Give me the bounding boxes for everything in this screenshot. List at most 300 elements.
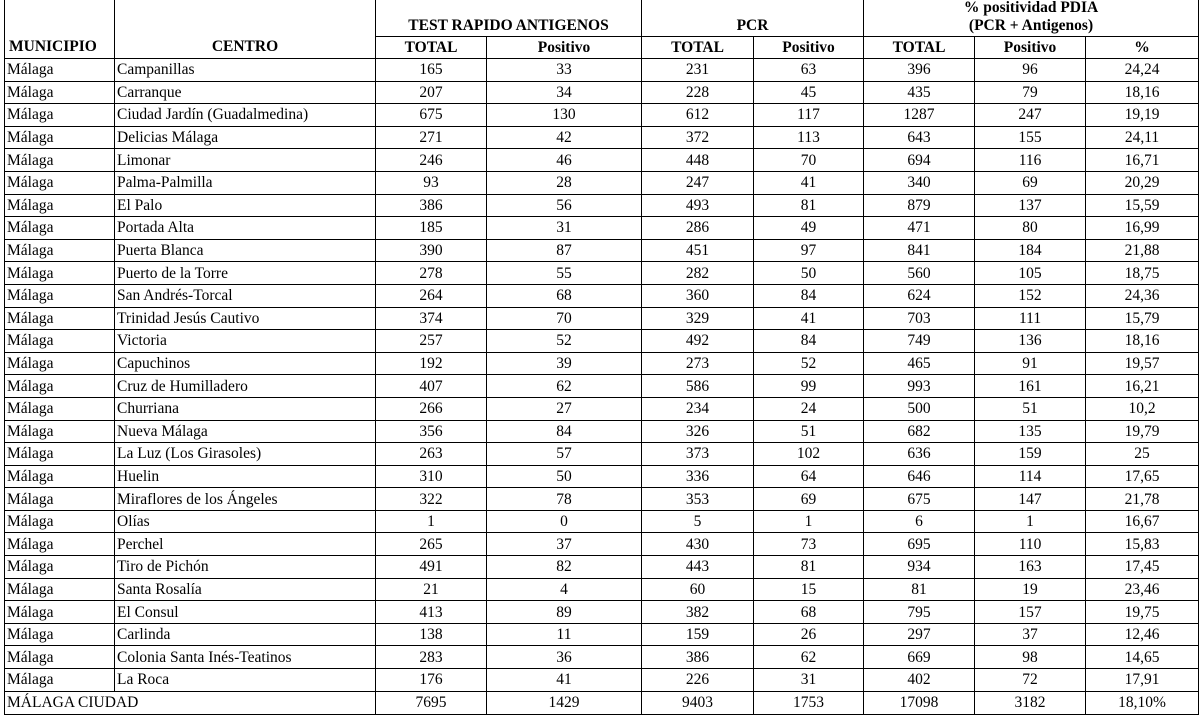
cell-pct: 19,57 — [1086, 352, 1199, 375]
cell-pcr-pos: 24 — [754, 397, 864, 420]
table-row — [5, 488, 1199, 511]
cell-sum-total: 934 — [864, 556, 975, 579]
cell-ag-total: 491 — [376, 556, 487, 579]
cell-pcr-total: 234 — [642, 397, 754, 420]
cell-sum-total: 81 — [864, 578, 975, 601]
cell-centro: Carlinda — [115, 623, 376, 646]
cell-municipio: Málaga — [5, 217, 115, 240]
cell-pcr-pos: 81 — [754, 194, 864, 217]
cell-ag-total: 310 — [376, 465, 487, 488]
cell-ag-pos: 84 — [487, 420, 642, 443]
cell-municipio: Málaga — [5, 262, 115, 285]
table-row — [5, 126, 1199, 149]
cell-sum-total: 396 — [864, 59, 975, 82]
cell-sum-pos: 114 — [975, 465, 1086, 488]
cell-sum-pos: 163 — [975, 556, 1086, 579]
header-ag-total: TOTAL — [376, 37, 487, 59]
cell-sum-pos: 19 — [975, 578, 1086, 601]
header-pcr-total: TOTAL — [642, 37, 754, 59]
cell-ag-pos: 78 — [487, 488, 642, 511]
cell-ag-pos: 28 — [487, 171, 642, 194]
table-row — [5, 307, 1199, 330]
cell-pct: 16,67 — [1086, 510, 1199, 533]
cell-pct: 24,11 — [1086, 126, 1199, 149]
cell-pct: 19,19 — [1086, 104, 1199, 127]
table-row — [5, 465, 1199, 488]
cell-pcr-total: 282 — [642, 262, 754, 285]
cell-pcr-pos: 62 — [754, 646, 864, 669]
cell-sum-pos: 51 — [975, 397, 1086, 420]
cell-pct: 15,79 — [1086, 307, 1199, 330]
total-pcr-pos: 1753 — [754, 691, 864, 714]
table-row — [5, 420, 1199, 443]
cell-pcr-pos: 26 — [754, 623, 864, 646]
cell-pcr-total: 382 — [642, 601, 754, 624]
cell-pct: 16,99 — [1086, 217, 1199, 240]
cell-ag-pos: 55 — [487, 262, 642, 285]
cell-pcr-total: 336 — [642, 465, 754, 488]
cell-centro: Miraflores de los Ángeles — [115, 488, 376, 511]
cell-municipio: Málaga — [5, 307, 115, 330]
cell-sum-total: 6 — [864, 510, 975, 533]
cell-ag-total: 93 — [376, 171, 487, 194]
cell-sum-pos: 137 — [975, 194, 1086, 217]
cell-ag-pos: 37 — [487, 533, 642, 556]
cell-pcr-total: 386 — [642, 646, 754, 669]
table-row — [5, 217, 1199, 240]
cell-municipio: Málaga — [5, 194, 115, 217]
cell-pcr-total: 373 — [642, 443, 754, 466]
cell-ag-pos: 87 — [487, 239, 642, 262]
total-sum-total: 17098 — [864, 691, 975, 714]
cell-municipio: Málaga — [5, 465, 115, 488]
cell-ag-total: 322 — [376, 488, 487, 511]
cell-centro: Tiro de Pichón — [115, 556, 376, 579]
header-row-top — [5, 0, 1199, 37]
cell-pcr-total: 493 — [642, 194, 754, 217]
cell-pcr-pos: 63 — [754, 59, 864, 82]
cell-ag-total: 192 — [376, 352, 487, 375]
cell-municipio: Málaga — [5, 646, 115, 669]
cell-sum-pos: 91 — [975, 352, 1086, 375]
cell-municipio: Málaga — [5, 623, 115, 646]
cell-sum-total: 435 — [864, 81, 975, 104]
cell-sum-pos: 116 — [975, 149, 1086, 172]
cell-centro: Carranque — [115, 81, 376, 104]
cell-municipio: Málaga — [5, 330, 115, 353]
cell-sum-pos: 136 — [975, 330, 1086, 353]
cell-pcr-total: 228 — [642, 81, 754, 104]
cell-ag-pos: 27 — [487, 397, 642, 420]
cell-pct: 15,59 — [1086, 194, 1199, 217]
total-sum-pos: 3182 — [975, 691, 1086, 714]
cell-pct: 21,88 — [1086, 239, 1199, 262]
cell-sum-pos: 184 — [975, 239, 1086, 262]
cell-ag-total: 1 — [376, 510, 487, 533]
cell-ag-pos: 57 — [487, 443, 642, 466]
cell-sum-total: 694 — [864, 149, 975, 172]
cell-centro: Delicias Málaga — [115, 126, 376, 149]
cell-ag-pos: 41 — [487, 669, 642, 692]
cell-sum-pos: 96 — [975, 59, 1086, 82]
cell-sum-pos: 110 — [975, 533, 1086, 556]
cell-municipio: Málaga — [5, 59, 115, 82]
cell-municipio: Málaga — [5, 443, 115, 466]
header-positividad — [864, 0, 1199, 37]
cell-ag-total: 165 — [376, 59, 487, 82]
cell-ag-pos: 70 — [487, 307, 642, 330]
positivity-table — [4, 0, 1199, 715]
cell-centro: Huelin — [115, 465, 376, 488]
cell-pct: 10,2 — [1086, 397, 1199, 420]
cell-pcr-total: 372 — [642, 126, 754, 149]
cell-municipio: Málaga — [5, 149, 115, 172]
header-sum-positivo: Positivo — [975, 37, 1086, 59]
cell-pcr-pos: 41 — [754, 307, 864, 330]
cell-pct: 17,45 — [1086, 556, 1199, 579]
cell-pcr-total: 5 — [642, 510, 754, 533]
cell-sum-total: 879 — [864, 194, 975, 217]
header-municipio: MUNICIPIO — [5, 0, 115, 59]
cell-centro: San Andrés-Torcal — [115, 284, 376, 307]
header-antigenos: TEST RAPIDO ANTIGENOS — [376, 0, 642, 37]
cell-ag-pos: 39 — [487, 352, 642, 375]
cell-sum-pos: 157 — [975, 601, 1086, 624]
table-row — [5, 556, 1199, 579]
cell-pct: 24,36 — [1086, 284, 1199, 307]
total-ag-total: 7695 — [376, 691, 487, 714]
table-row — [5, 239, 1199, 262]
cell-centro: Victoria — [115, 330, 376, 353]
cell-ag-pos: 89 — [487, 601, 642, 624]
cell-sum-total: 703 — [864, 307, 975, 330]
cell-pcr-pos: 68 — [754, 601, 864, 624]
table-row — [5, 397, 1199, 420]
cell-pcr-pos: 99 — [754, 375, 864, 398]
cell-pct: 18,16 — [1086, 330, 1199, 353]
cell-ag-pos: 0 — [487, 510, 642, 533]
cell-sum-pos: 152 — [975, 284, 1086, 307]
cell-centro: Nueva Málaga — [115, 420, 376, 443]
cell-pct: 23,46 — [1086, 578, 1199, 601]
table-row — [5, 375, 1199, 398]
table-row — [5, 352, 1199, 375]
cell-pcr-pos: 84 — [754, 284, 864, 307]
cell-ag-total: 246 — [376, 149, 487, 172]
cell-ag-total: 407 — [376, 375, 487, 398]
cell-sum-pos: 37 — [975, 623, 1086, 646]
cell-ag-pos: 42 — [487, 126, 642, 149]
cell-centro: La Luz (Los Girasoles) — [115, 443, 376, 466]
cell-ag-total: 356 — [376, 420, 487, 443]
cell-pcr-pos: 15 — [754, 578, 864, 601]
cell-centro: Campanillas — [115, 59, 376, 82]
cell-pcr-pos: 70 — [754, 149, 864, 172]
cell-ag-total: 257 — [376, 330, 487, 353]
cell-pct: 12,46 — [1086, 623, 1199, 646]
cell-pct: 25 — [1086, 443, 1199, 466]
table-row — [5, 533, 1199, 556]
header-ag-positivo: Positivo — [487, 37, 642, 59]
cell-centro: El Consul — [115, 601, 376, 624]
cell-municipio: Málaga — [5, 510, 115, 533]
cell-sum-total: 636 — [864, 443, 975, 466]
cell-sum-pos: 247 — [975, 104, 1086, 127]
cell-sum-total: 500 — [864, 397, 975, 420]
cell-centro: Colonia Santa Inés-Teatinos — [115, 646, 376, 669]
cell-municipio: Málaga — [5, 284, 115, 307]
cell-pcr-total: 443 — [642, 556, 754, 579]
cell-pcr-pos: 45 — [754, 81, 864, 104]
cell-pcr-total: 586 — [642, 375, 754, 398]
cell-municipio: Málaga — [5, 126, 115, 149]
cell-sum-pos: 147 — [975, 488, 1086, 511]
cell-ag-pos: 68 — [487, 284, 642, 307]
table-row — [5, 443, 1199, 466]
cell-sum-total: 1287 — [864, 104, 975, 127]
table-row — [5, 149, 1199, 172]
cell-pct: 15,83 — [1086, 533, 1199, 556]
cell-sum-total: 795 — [864, 601, 975, 624]
cell-pct: 16,71 — [1086, 149, 1199, 172]
cell-sum-total: 624 — [864, 284, 975, 307]
cell-pcr-pos: 1 — [754, 510, 864, 533]
cell-pcr-pos: 69 — [754, 488, 864, 511]
cell-centro: Portada Alta — [115, 217, 376, 240]
cell-sum-pos: 111 — [975, 307, 1086, 330]
cell-sum-total: 841 — [864, 239, 975, 262]
cell-ag-pos: 62 — [487, 375, 642, 398]
cell-municipio: Málaga — [5, 488, 115, 511]
total-ag-pos: 1429 — [487, 691, 642, 714]
cell-municipio: Málaga — [5, 171, 115, 194]
cell-municipio: Málaga — [5, 397, 115, 420]
cell-sum-total: 675 — [864, 488, 975, 511]
cell-pct: 21,78 — [1086, 488, 1199, 511]
cell-ag-total: 138 — [376, 623, 487, 646]
table-row — [5, 262, 1199, 285]
cell-sum-pos: 80 — [975, 217, 1086, 240]
cell-ag-total: 390 — [376, 239, 487, 262]
cell-sum-total: 297 — [864, 623, 975, 646]
cell-pcr-total: 448 — [642, 149, 754, 172]
cell-pcr-total: 159 — [642, 623, 754, 646]
cell-pcr-pos: 113 — [754, 126, 864, 149]
cell-pct: 18,75 — [1086, 262, 1199, 285]
cell-sum-pos: 159 — [975, 443, 1086, 466]
header-centro: CENTRO — [115, 0, 376, 59]
cell-ag-pos: 33 — [487, 59, 642, 82]
cell-municipio: Málaga — [5, 375, 115, 398]
table-row — [5, 284, 1199, 307]
cell-ag-pos: 34 — [487, 81, 642, 104]
cell-centro: Puerta Blanca — [115, 239, 376, 262]
cell-municipio: Málaga — [5, 669, 115, 692]
cell-ag-pos: 56 — [487, 194, 642, 217]
cell-pcr-pos: 52 — [754, 352, 864, 375]
cell-centro: La Roca — [115, 669, 376, 692]
cell-pct: 18,16 — [1086, 81, 1199, 104]
cell-municipio: Málaga — [5, 556, 115, 579]
cell-sum-total: 695 — [864, 533, 975, 556]
cell-pcr-total: 492 — [642, 330, 754, 353]
cell-ag-total: 386 — [376, 194, 487, 217]
cell-sum-total: 646 — [864, 465, 975, 488]
cell-pct: 20,29 — [1086, 171, 1199, 194]
cell-ag-total: 283 — [376, 646, 487, 669]
cell-pcr-pos: 41 — [754, 171, 864, 194]
cell-municipio: Málaga — [5, 81, 115, 104]
total-row — [5, 691, 1199, 714]
cell-sum-pos: 105 — [975, 262, 1086, 285]
cell-ag-total: 21 — [376, 578, 487, 601]
cell-sum-total: 471 — [864, 217, 975, 240]
table-row — [5, 578, 1199, 601]
header-pct: % — [1086, 37, 1199, 59]
cell-ag-pos: 31 — [487, 217, 642, 240]
cell-pct: 19,75 — [1086, 601, 1199, 624]
cell-pcr-total: 451 — [642, 239, 754, 262]
cell-ag-pos: 11 — [487, 623, 642, 646]
cell-pcr-pos: 49 — [754, 217, 864, 240]
cell-sum-total: 643 — [864, 126, 975, 149]
cell-sum-total: 993 — [864, 375, 975, 398]
cell-pct: 14,65 — [1086, 646, 1199, 669]
cell-municipio: Málaga — [5, 239, 115, 262]
cell-sum-pos: 1 — [975, 510, 1086, 533]
total-pct: 18,10% — [1086, 691, 1199, 714]
table-row — [5, 669, 1199, 692]
cell-pcr-total: 326 — [642, 420, 754, 443]
cell-pct: 19,79 — [1086, 420, 1199, 443]
cell-sum-pos: 69 — [975, 171, 1086, 194]
table-row — [5, 623, 1199, 646]
cell-pcr-total: 273 — [642, 352, 754, 375]
table-row — [5, 104, 1199, 127]
cell-sum-total: 340 — [864, 171, 975, 194]
cell-pcr-total: 353 — [642, 488, 754, 511]
cell-pcr-pos: 31 — [754, 669, 864, 692]
cell-pcr-total: 60 — [642, 578, 754, 601]
cell-ag-pos: 4 — [487, 578, 642, 601]
cell-centro: El Palo — [115, 194, 376, 217]
cell-sum-total: 682 — [864, 420, 975, 443]
cell-centro: Ciudad Jardín (Guadalmedina) — [115, 104, 376, 127]
cell-sum-total: 402 — [864, 669, 975, 692]
cell-ag-pos: 130 — [487, 104, 642, 127]
cell-pcr-total: 360 — [642, 284, 754, 307]
cell-centro: Capuchinos — [115, 352, 376, 375]
cell-ag-total: 278 — [376, 262, 487, 285]
header-positividad-line2: (PCR + Antigenos) — [968, 17, 1094, 34]
cell-ag-total: 176 — [376, 669, 487, 692]
header-positividad-line1: % positividad PDIA — [963, 0, 1099, 16]
cell-sum-pos: 155 — [975, 126, 1086, 149]
cell-sum-pos: 98 — [975, 646, 1086, 669]
cell-pcr-total: 430 — [642, 533, 754, 556]
cell-sum-total: 749 — [864, 330, 975, 353]
cell-pcr-total: 247 — [642, 171, 754, 194]
cell-centro: Puerto de la Torre — [115, 262, 376, 285]
cell-ag-pos: 82 — [487, 556, 642, 579]
cell-pct: 16,21 — [1086, 375, 1199, 398]
cell-pcr-pos: 97 — [754, 239, 864, 262]
cell-pcr-pos: 64 — [754, 465, 864, 488]
table-row — [5, 194, 1199, 217]
cell-sum-pos: 72 — [975, 669, 1086, 692]
cell-ag-pos: 52 — [487, 330, 642, 353]
cell-ag-total: 271 — [376, 126, 487, 149]
cell-centro: Perchel — [115, 533, 376, 556]
cell-ag-pos: 50 — [487, 465, 642, 488]
cell-municipio: Málaga — [5, 352, 115, 375]
header-sum-total: TOTAL — [864, 37, 975, 59]
table-row — [5, 646, 1199, 669]
cell-pct: 24,24 — [1086, 59, 1199, 82]
total-label: MÁLAGA CIUDAD — [5, 691, 376, 714]
cell-sum-total: 560 — [864, 262, 975, 285]
cell-municipio: Málaga — [5, 578, 115, 601]
table-body — [5, 59, 1199, 692]
cell-ag-pos: 46 — [487, 149, 642, 172]
header-pcr-positivo: Positivo — [754, 37, 864, 59]
cell-pcr-pos: 50 — [754, 262, 864, 285]
cell-ag-total: 265 — [376, 533, 487, 556]
cell-centro: Trinidad Jesús Cautivo — [115, 307, 376, 330]
cell-municipio: Málaga — [5, 533, 115, 556]
table-row — [5, 330, 1199, 353]
table-row — [5, 510, 1199, 533]
cell-pcr-total: 329 — [642, 307, 754, 330]
cell-centro: Limonar — [115, 149, 376, 172]
total-pcr-total: 9403 — [642, 691, 754, 714]
cell-pcr-pos: 73 — [754, 533, 864, 556]
cell-ag-pos: 36 — [487, 646, 642, 669]
table-row — [5, 81, 1199, 104]
cell-pcr-pos: 84 — [754, 330, 864, 353]
cell-ag-total: 413 — [376, 601, 487, 624]
cell-ag-total: 675 — [376, 104, 487, 127]
cell-ag-total: 185 — [376, 217, 487, 240]
cell-ag-total: 266 — [376, 397, 487, 420]
table-row — [5, 59, 1199, 82]
cell-centro: Santa Rosalía — [115, 578, 376, 601]
cell-sum-total: 669 — [864, 646, 975, 669]
cell-pcr-total: 286 — [642, 217, 754, 240]
cell-pcr-pos: 51 — [754, 420, 864, 443]
header-pcr: PCR — [642, 0, 864, 37]
cell-ag-total: 263 — [376, 443, 487, 466]
cell-centro: Cruz de Humilladero — [115, 375, 376, 398]
cell-pcr-total: 231 — [642, 59, 754, 82]
cell-municipio: Málaga — [5, 601, 115, 624]
cell-sum-pos: 79 — [975, 81, 1086, 104]
cell-sum-total: 465 — [864, 352, 975, 375]
cell-municipio: Málaga — [5, 104, 115, 127]
cell-municipio: Málaga — [5, 420, 115, 443]
cell-pcr-total: 226 — [642, 669, 754, 692]
cell-pcr-total: 612 — [642, 104, 754, 127]
cell-pct: 17,91 — [1086, 669, 1199, 692]
cell-centro: Palma-Palmilla — [115, 171, 376, 194]
cell-ag-total: 264 — [376, 284, 487, 307]
table-row — [5, 171, 1199, 194]
cell-pcr-pos: 102 — [754, 443, 864, 466]
table-row — [5, 601, 1199, 624]
cell-centro: Olías — [115, 510, 376, 533]
cell-pct: 17,65 — [1086, 465, 1199, 488]
cell-sum-pos: 135 — [975, 420, 1086, 443]
